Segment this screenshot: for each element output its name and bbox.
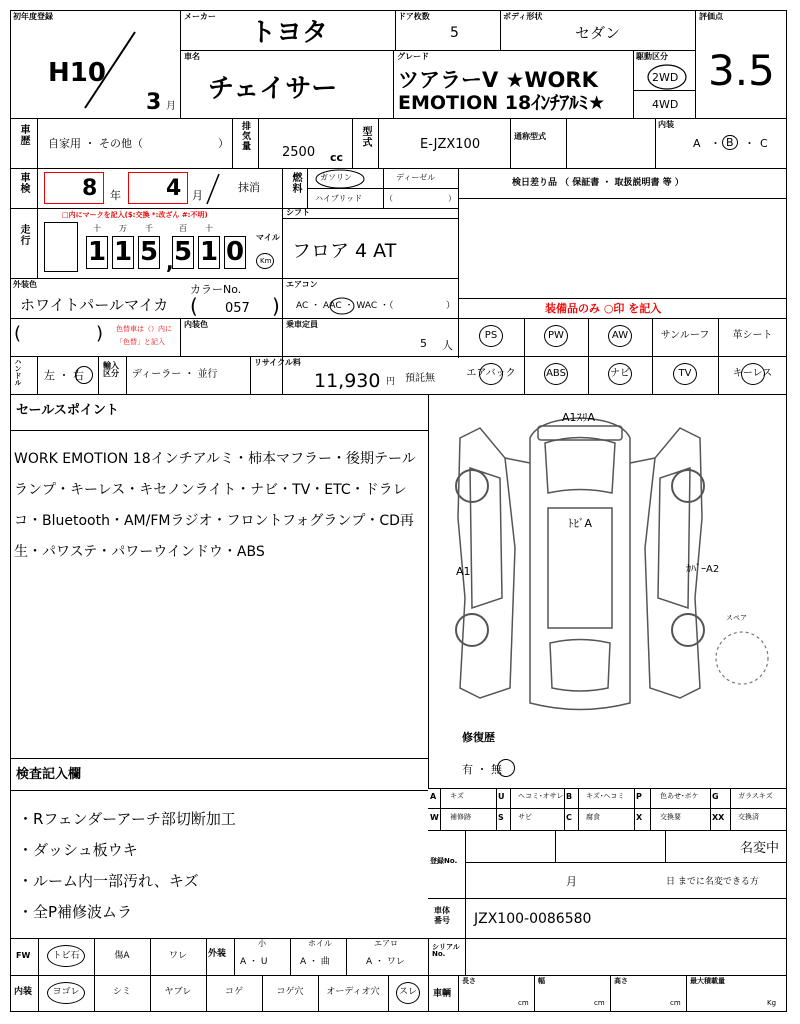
capacity-value: 5 bbox=[420, 337, 427, 350]
legend-code: P bbox=[636, 792, 642, 801]
cc-unit: cc bbox=[330, 151, 344, 164]
displacement-value: 2500 bbox=[282, 145, 316, 160]
legend-text: キズ･ヘコミ bbox=[586, 792, 625, 800]
equipment-selected-circle bbox=[673, 363, 697, 385]
displacement-label: 排気量 bbox=[240, 121, 250, 151]
legend-code: X bbox=[636, 813, 643, 822]
equipment-item: サンルーフ bbox=[660, 330, 710, 341]
equipment-selected-circle bbox=[544, 325, 568, 347]
color-change-note-1: 色替車は（）内に bbox=[116, 325, 172, 333]
wheel-value: A ・ 曲 bbox=[300, 957, 330, 967]
drive-2wd-circle bbox=[645, 62, 690, 92]
doors-value: 5 bbox=[450, 25, 459, 41]
interior-b: B bbox=[722, 135, 738, 150]
legend-text: 交換済 bbox=[738, 813, 759, 821]
legend-divider bbox=[730, 788, 731, 830]
equipment-item: ナビ bbox=[610, 368, 630, 379]
legend-code: G bbox=[712, 792, 719, 801]
repair-history-value: 有 ・ 無 bbox=[462, 763, 502, 776]
mile-label: マイル bbox=[256, 233, 280, 242]
car-name-value: チェイサー bbox=[208, 74, 338, 104]
grade-line1: ツアラーV ★WORK bbox=[398, 68, 598, 92]
interior-scuff-circle bbox=[396, 982, 420, 1004]
odometer-unit: 百 bbox=[179, 224, 187, 233]
odometer-unit: 十 bbox=[205, 224, 213, 233]
vin-value: JZX100-0086580 bbox=[474, 911, 592, 927]
inspection-note: ・全P補修波ムラ bbox=[18, 903, 133, 921]
equipment-selected-circle bbox=[479, 325, 503, 347]
mileage-label: 走行 bbox=[18, 224, 29, 246]
name-change-label: 名変中 bbox=[740, 841, 780, 856]
handle-value: 左 ・ 右 bbox=[44, 369, 84, 382]
history-label: 車歴 bbox=[18, 124, 29, 146]
drive-4wd: 4WD bbox=[652, 98, 679, 111]
legend-text: ガラスキズ bbox=[738, 792, 773, 800]
score-label: 評価点 bbox=[699, 12, 723, 21]
interior-grade-label: 内装 bbox=[658, 120, 674, 129]
body-label: ボディ形状 bbox=[503, 12, 543, 21]
legend-divider bbox=[564, 788, 565, 830]
interior-a: A bbox=[693, 137, 701, 150]
drive-label: 駆動区分 bbox=[636, 52, 668, 61]
fw-item: 傷A bbox=[114, 951, 130, 961]
equipment-item: キーレス bbox=[732, 368, 773, 379]
model-label: 型式 bbox=[360, 126, 371, 148]
shift-value: フロア 4 AT bbox=[292, 240, 397, 262]
car-diagram bbox=[430, 398, 785, 718]
damage-cover-a2: ｶﾊﾞｰA2 bbox=[686, 564, 720, 575]
equipment-item: 革シート bbox=[732, 330, 773, 341]
legend-code: B bbox=[566, 792, 573, 801]
dimension-label: 車輌 bbox=[433, 989, 452, 999]
fuel-other-close: ） bbox=[448, 194, 456, 203]
legend-text: キズ bbox=[450, 792, 464, 800]
fw-item: トビ石 bbox=[52, 951, 80, 961]
km-label: Km bbox=[260, 257, 272, 265]
aircon-close: ） bbox=[446, 301, 456, 311]
legend-divider bbox=[634, 788, 635, 830]
body-value: セダン bbox=[575, 24, 621, 42]
recycle-value: 11,930 bbox=[314, 370, 381, 392]
fuel-gasoline: ガソリン bbox=[320, 173, 352, 182]
fw-item: ワレ bbox=[168, 951, 187, 961]
length-unit: cm bbox=[518, 999, 529, 1007]
maker-label: メーカー bbox=[184, 12, 216, 21]
width-unit: cm bbox=[594, 999, 605, 1007]
car-name-label: 車名 bbox=[184, 52, 200, 61]
legend-divider bbox=[440, 788, 441, 830]
max-load-label: 最大積載量 bbox=[690, 977, 725, 985]
first-reg-label: 初年度登録 bbox=[13, 12, 53, 21]
interior-color-label: 内装色 bbox=[184, 320, 208, 329]
equipment-item: AW bbox=[611, 330, 629, 341]
fuel-other: （ bbox=[385, 194, 393, 203]
odometer-digit: 5 bbox=[173, 237, 193, 267]
equipment-selected-circle bbox=[608, 325, 632, 347]
inspection-notes-label: 検査記入欄 bbox=[16, 767, 82, 782]
legend-code: S bbox=[498, 813, 504, 822]
wheel-label: ホイル bbox=[308, 939, 332, 948]
registration-month: 月 bbox=[566, 875, 577, 888]
fw-selected-circle bbox=[47, 945, 85, 967]
equipment-item: ABS bbox=[546, 368, 566, 379]
inspection-month-unit: 月 bbox=[192, 189, 203, 202]
odometer-unit: 十 bbox=[93, 224, 101, 233]
equipment-selected-circle bbox=[544, 363, 568, 385]
interior-c: C bbox=[760, 137, 768, 150]
documents-label: 検日差り品 （ 保証書 ・ 取扱説明書 等 ） bbox=[512, 178, 684, 188]
odometer-digit: 1 bbox=[113, 237, 133, 267]
repair-history-label: 修復歴 bbox=[462, 731, 495, 744]
odometer-comma: , bbox=[166, 250, 174, 274]
first-reg-month: 3 bbox=[146, 90, 162, 115]
odometer-unit: 万 bbox=[119, 224, 127, 233]
odometer-digit: 1 bbox=[87, 237, 107, 267]
exterior-color-label: 外装色 bbox=[13, 280, 37, 289]
width-label: 幅 bbox=[538, 977, 545, 985]
mileage-note: □内にマークを記入($:交換 *:改ざん #:不明) bbox=[62, 211, 208, 219]
odometer-digit: 1 bbox=[199, 237, 219, 267]
fuel-hybrid: ハイブリッド bbox=[315, 194, 363, 203]
mileage-mark-box bbox=[44, 222, 78, 272]
interior-damage-item: コゲ bbox=[224, 987, 243, 997]
damage-a1-rear: A1ｽﾘA bbox=[562, 411, 596, 424]
handle-right-circle bbox=[75, 366, 93, 384]
fuel-label: 燃料 bbox=[290, 172, 301, 194]
inspection-year-unit: 年 bbox=[110, 189, 121, 202]
bottom-divider bbox=[234, 938, 235, 975]
legend-text: 交換要 bbox=[660, 813, 681, 821]
legend-divider bbox=[496, 788, 497, 830]
equipment-selected-circle bbox=[608, 363, 632, 385]
interior-damage-item: ヨゴレ bbox=[52, 987, 80, 997]
fw-label: FW bbox=[16, 951, 31, 960]
first-reg-year: H10 bbox=[48, 58, 106, 88]
sales-point-text: WORK EMOTION 18インチアルミ・柿本マフラー・後期テールランプ・キーレス・キセノンライト・ナビ・TV・ETC・ドラレコ・Bluetooth・AM/FMラジオ・フロントフォグランプ・CD再生・パワステ・パワーウインドウ・ABS bbox=[14, 451, 416, 560]
length-label: 長さ bbox=[462, 977, 476, 985]
recycle-unit: 円 bbox=[386, 377, 396, 387]
color-change-note-2: 「色替」と記入 bbox=[116, 338, 165, 346]
fuel-diesel: ディーゼル bbox=[396, 173, 436, 182]
legend-text: 腐食 bbox=[586, 813, 600, 821]
month-unit: 月 bbox=[166, 101, 176, 112]
interior-damage-item: コゲ穴 bbox=[276, 987, 304, 997]
inspection-label: 車検 bbox=[18, 172, 29, 194]
spare-label: スペア bbox=[726, 614, 747, 622]
legend-divider bbox=[510, 788, 511, 830]
drive-2wd: 2WD bbox=[652, 71, 679, 84]
equipment-header: 装備品のみ ○印 を記入 bbox=[545, 302, 662, 315]
inspection-year: 8 bbox=[82, 176, 98, 201]
color-no-value: 057 bbox=[225, 301, 250, 316]
legend-text: サビ bbox=[518, 813, 532, 821]
legend-code: A bbox=[430, 792, 437, 801]
aircon-selected-circle bbox=[328, 296, 356, 316]
bottom-divider bbox=[290, 938, 291, 975]
legend-text: 補修跡 bbox=[450, 813, 471, 821]
damage-top: ﾄﾋﾞA bbox=[568, 517, 593, 530]
exterior-color-value: ホワイトパールマイカ bbox=[20, 296, 169, 314]
small-value: A ・ U bbox=[240, 957, 268, 967]
repair-none-circle bbox=[497, 759, 515, 777]
serial-label: シリアルNo. bbox=[432, 943, 460, 958]
interior-damage-item: スレ bbox=[398, 987, 417, 997]
legend-divider bbox=[710, 788, 711, 830]
grade-label: グレード bbox=[397, 52, 429, 61]
legend-text: ヘコミ･オサレ bbox=[518, 792, 564, 800]
common-model-label: 通称型式 bbox=[514, 132, 546, 141]
doors-label: ドア枚数 bbox=[398, 12, 430, 21]
history-close: ） bbox=[218, 137, 229, 150]
slash-mark bbox=[80, 30, 140, 110]
legend-code: W bbox=[430, 813, 439, 822]
history-text: 自家用 ・ その他（ bbox=[48, 137, 143, 150]
inspection-month: 4 bbox=[166, 176, 182, 201]
deregistered: 抹消 bbox=[238, 181, 260, 194]
maker-value: トヨタ bbox=[250, 18, 329, 48]
bottom-divider bbox=[206, 938, 207, 975]
odometer-digit: 5 bbox=[139, 237, 159, 267]
interior-damage-label: 内装 bbox=[14, 987, 33, 997]
height-unit: cm bbox=[670, 999, 681, 1007]
inspection-note: ・ダッシュ板ウキ bbox=[18, 841, 138, 859]
handle-label: ハンドル bbox=[14, 358, 22, 386]
bottom-divider bbox=[346, 938, 347, 975]
registration-day-note: 日 までに名変できる方 bbox=[666, 877, 759, 887]
grade-line2: EMOTION 18ｲﾝﾁｱﾙﾐ★ bbox=[398, 92, 606, 114]
color-no-label: カラーNo. bbox=[190, 283, 242, 296]
odometer-unit: 千 bbox=[145, 224, 153, 233]
equipment-item: エアバック bbox=[466, 368, 516, 379]
km-selected-circle bbox=[256, 253, 274, 269]
max-load-unit: Kg bbox=[767, 999, 777, 1007]
capacity-label: 乗車定員 bbox=[286, 320, 318, 329]
height-label: 高さ bbox=[614, 977, 628, 985]
import-label: 輸入区分 bbox=[103, 361, 119, 378]
recycle-deposit: 預託無 bbox=[405, 373, 435, 384]
aero-label: エアロ bbox=[374, 939, 398, 948]
inspection-note: ・Rフェンダーアーチ部切断加工 bbox=[18, 810, 236, 828]
legend-code: U bbox=[498, 792, 505, 801]
aircon-label: エアコン bbox=[286, 280, 318, 289]
legend-code: C bbox=[566, 813, 572, 822]
legend-divider bbox=[650, 788, 651, 830]
inspection-note: ・ルーム内一部汚れ、キズ bbox=[18, 872, 199, 890]
vin-label: 車体番号 bbox=[434, 906, 450, 926]
recycle-label: リサイクル料 bbox=[254, 358, 301, 367]
interior-dirt-circle bbox=[47, 982, 85, 1004]
capacity-unit: 人 bbox=[442, 339, 453, 352]
interior-damage-item: ヤブレ bbox=[164, 987, 192, 997]
equipment-selected-circle bbox=[479, 363, 503, 385]
model-value: E-JZX100 bbox=[420, 137, 481, 152]
small-label: 小 bbox=[258, 939, 266, 948]
legend-text: 色あせ･ボケ bbox=[660, 792, 699, 800]
odometer-digit: 0 bbox=[225, 237, 245, 267]
exterior-label: 外装 bbox=[208, 949, 227, 959]
legend-divider bbox=[578, 788, 579, 830]
shift-label: シフト bbox=[286, 208, 310, 217]
damage-a1-left: A1 bbox=[456, 565, 471, 578]
import-value: ディーラー ・ 並行 bbox=[132, 369, 218, 380]
equipment-item: PW bbox=[548, 330, 564, 341]
fuel-selected-circle bbox=[313, 168, 368, 190]
interior-damage-item: シミ bbox=[112, 987, 131, 997]
score-value: 3.5 bbox=[708, 46, 775, 95]
registration-label: 登録No. bbox=[430, 857, 458, 865]
sales-point-label: セールスポイント bbox=[16, 403, 119, 418]
interior-damage-item: オーディオ穴 bbox=[326, 987, 380, 997]
aircon-value: AC ・ AAC ・ WAC ・（ bbox=[296, 301, 394, 311]
aero-value: A ・ ワレ bbox=[366, 957, 405, 967]
equipment-item: TV bbox=[678, 368, 692, 379]
equipment-selected-circle bbox=[741, 363, 765, 385]
equipment-item: PS bbox=[484, 330, 498, 341]
legend-code: XX bbox=[712, 813, 725, 822]
